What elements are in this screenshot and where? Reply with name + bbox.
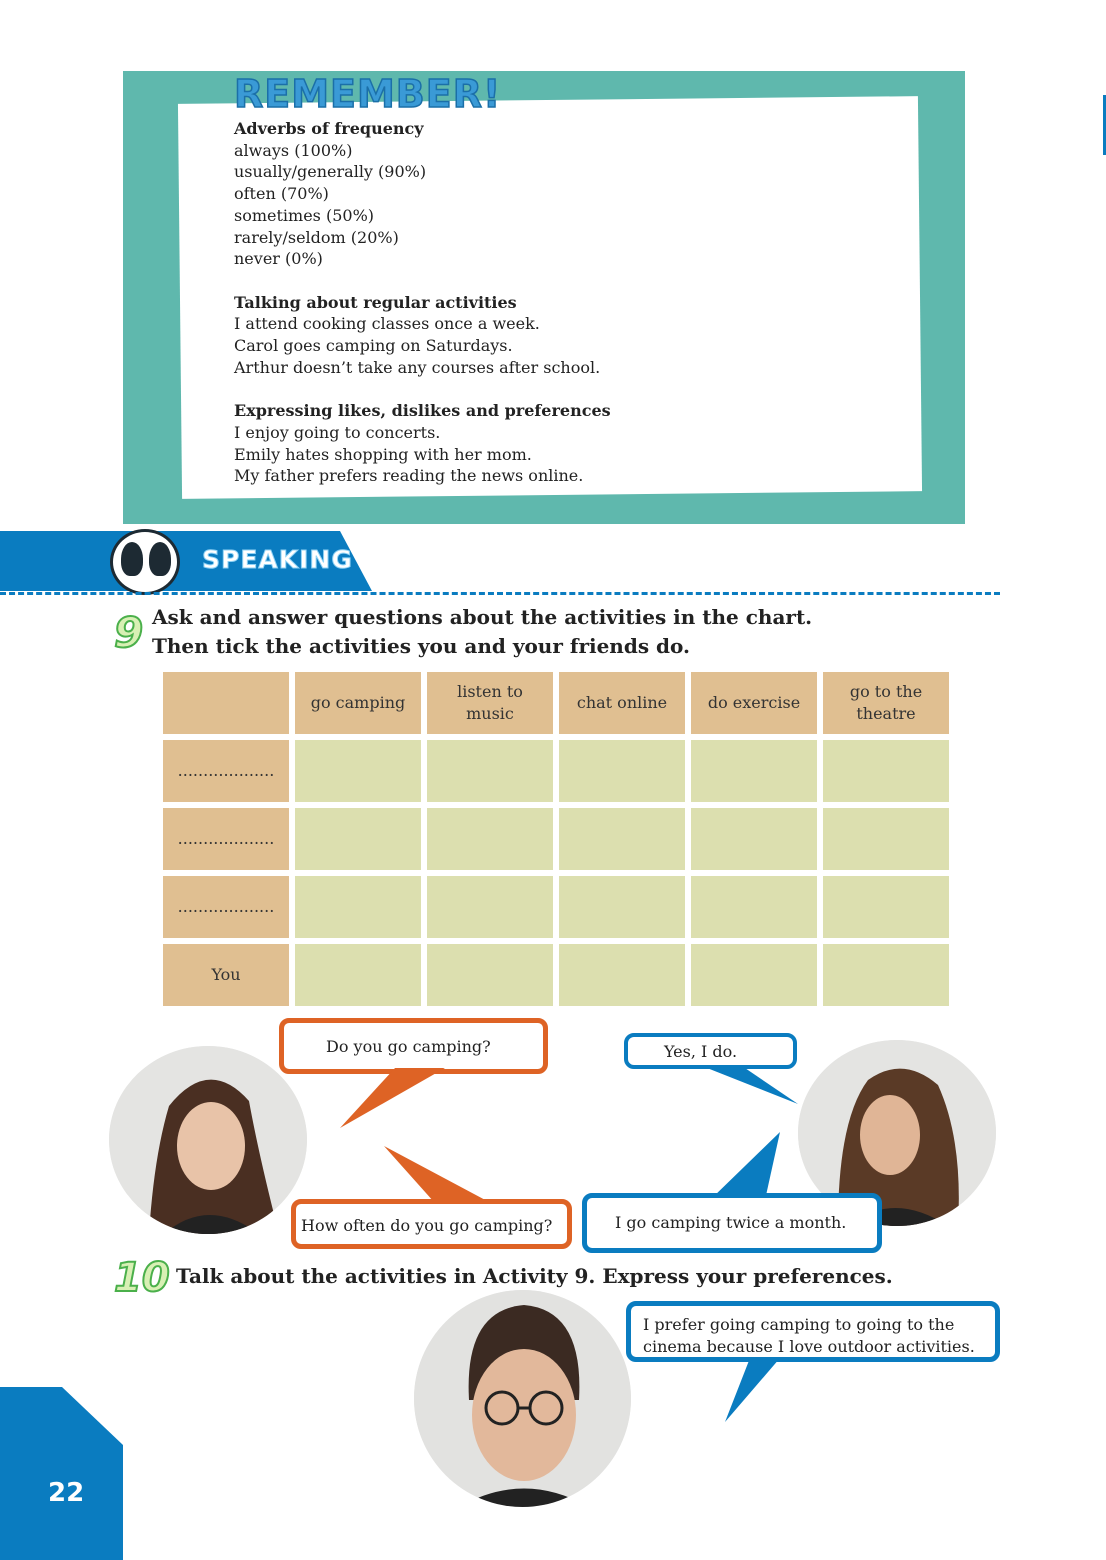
column-header: chat online [559,672,685,734]
activity-chart [157,666,955,1012]
line: never (0%) [234,249,323,269]
speech-line: cinema because I love outdoor activities. [643,1337,975,1356]
tick-cell[interactable] [559,740,685,802]
line: Arthur doesn’t take any courses after school. [234,357,601,377]
student-girl-1-avatar [109,1046,307,1234]
speech-bubble-question-2: How often do you go camping? [291,1199,572,1249]
line: rarely/seldom (20%) [234,227,399,247]
tick-cell[interactable] [691,876,817,938]
row-name-blank[interactable]: ................... [163,876,289,938]
column-header: listen to music [427,672,553,734]
tick-cell[interactable] [295,740,421,802]
tick-cell[interactable] [559,876,685,938]
row-name-blank[interactable]: ................... [163,740,289,802]
tick-cell[interactable] [427,876,553,938]
bubble-tail [702,1064,802,1106]
tick-cell[interactable] [427,808,553,870]
tick-cell[interactable] [295,808,421,870]
corner-cell [163,672,289,734]
tick-cell[interactable] [823,808,949,870]
column-header: do exercise [691,672,817,734]
bubble-tail [340,1068,450,1130]
dashed-divider [0,592,1000,595]
student-boy-avatar [414,1290,631,1507]
page-number: 22 [48,1478,85,1508]
section-heading: Adverbs of frequency [234,119,424,138]
tick-cell[interactable] [823,944,949,1006]
tick-cell[interactable] [691,808,817,870]
speech-bubble-preference [626,1301,1000,1362]
tick-cell[interactable] [295,944,421,1006]
tick-cell[interactable] [427,944,553,1006]
line: usually/generally (90%) [234,162,427,182]
column-header: go camping [295,672,421,734]
speech-bubble-answer-1: Yes, I do. [624,1033,797,1069]
speech-bubble-question-1: Do you go camping? [279,1018,548,1074]
page-corner-tab [0,1387,123,1560]
line: I enjoy going to concerts. [234,422,441,442]
line: often (70%) [234,184,329,204]
tick-cell[interactable] [559,944,685,1006]
speech-line: I prefer going camping to going to the [643,1315,955,1334]
section-heading: Expressing likes, dislikes and preferences [234,401,611,421]
remember-title: REMEMBER! [234,72,502,116]
remember-content [234,118,914,487]
row-you: You [163,944,289,1006]
tick-cell[interactable] [823,876,949,938]
bubble-tail [725,1358,785,1424]
speaking-heads-icon [110,529,180,595]
bubble-tail [384,1146,504,1204]
tick-cell[interactable] [823,740,949,802]
tick-cell[interactable] [427,740,553,802]
activity-9-number: 9 [114,608,144,657]
line: always (100%) [234,140,353,160]
row-name-blank[interactable]: ................... [163,808,289,870]
activity-10-number: 10 [114,1255,170,1301]
line: Carol goes camping on Saturdays. [234,336,513,356]
line: Emily hates shopping with her mom. [234,444,532,464]
instruction-line: Then tick the activities you and your friends do. [152,634,690,658]
column-header: go to the theatre [823,672,949,734]
activity-10-instruction: Talk about the activities in Activity 9. Express your preferences. [176,1264,893,1288]
tick-cell[interactable] [691,944,817,1006]
activity-9-instruction [152,603,812,661]
tick-cell[interactable] [691,740,817,802]
tick-cell[interactable] [559,808,685,870]
speaking-title: SPEAKING [202,545,353,574]
speech-bubble-answer-2: I go camping twice a month. [582,1193,882,1253]
tick-cell[interactable] [295,876,421,938]
instruction-line: Ask and answer questions about the activities in the chart. [152,605,813,629]
line: I attend cooking classes once a week. [234,314,540,334]
bubble-tail [680,1132,790,1202]
line: My father prefers reading the news online. [234,466,584,486]
line: sometimes (50%) [234,205,375,225]
section-heading: Talking about regular activities [234,292,517,312]
